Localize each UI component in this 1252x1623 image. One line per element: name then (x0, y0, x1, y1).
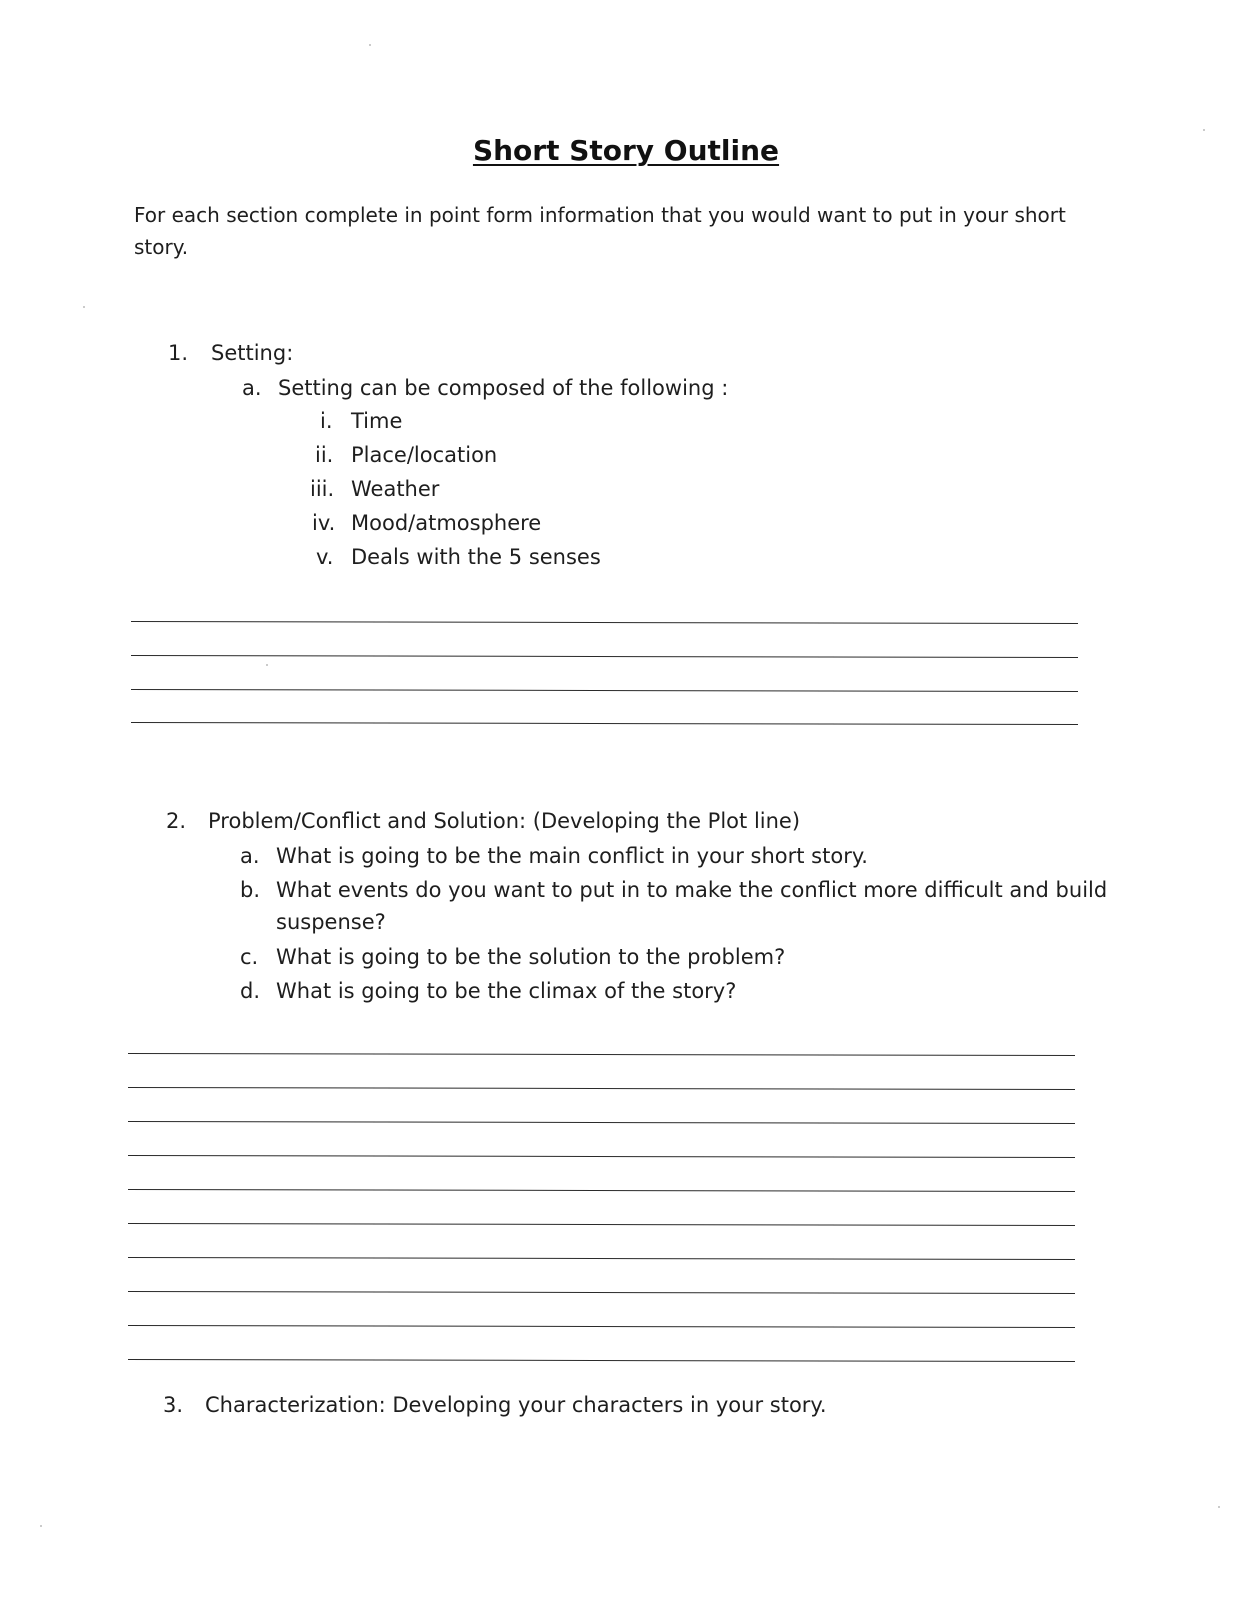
answer-line[interactable] (131, 621, 1078, 624)
roman-item: Deals with the 5 senses (351, 545, 601, 569)
section-number: 3. (163, 1393, 184, 1417)
scan-speck (266, 664, 268, 666)
scan-speck (40, 1525, 42, 1527)
answer-line[interactable] (128, 1189, 1075, 1192)
sub-item-marker: c. (240, 945, 259, 969)
scan-speck (1203, 129, 1205, 131)
sub-item-text: What is going to be the main conflict in your short story. (276, 844, 868, 868)
section-heading: Problem/Conflict and Solution: (Developing the Plot line) (208, 809, 801, 833)
answer-line[interactable] (128, 1291, 1075, 1294)
roman-marker: iii. (310, 477, 335, 501)
answer-line[interactable] (131, 722, 1078, 725)
sub-item-text: What is going to be the climax of the story? (276, 979, 737, 1003)
answer-line[interactable] (128, 1223, 1075, 1226)
roman-marker: iv. (312, 511, 336, 535)
answer-line[interactable] (128, 1325, 1075, 1328)
answer-line[interactable] (131, 689, 1078, 692)
roman-marker: v. (316, 545, 334, 569)
answer-line[interactable] (128, 1257, 1075, 1260)
answer-line[interactable] (131, 655, 1078, 658)
answer-line[interactable] (128, 1359, 1075, 1362)
section-heading: Characterization: Developing your characters in your story. (205, 1393, 827, 1417)
answer-line[interactable] (128, 1121, 1075, 1124)
roman-item: Mood/atmosphere (351, 511, 542, 535)
answer-line[interactable] (128, 1053, 1075, 1056)
sub-item-text-cont: suspense? (276, 910, 386, 934)
sub-item-text: What events do you want to put in to make the conflict more difficult and build (276, 878, 1108, 902)
roman-marker: i. (320, 409, 333, 433)
roman-item: Time (351, 409, 403, 433)
intro-line-1: For each section complete in point form information that you would want to put in your short (134, 203, 1066, 227)
sub-item-marker: a. (242, 376, 262, 400)
sub-item-marker: a. (240, 844, 260, 868)
intro-line-2: story. (134, 235, 189, 259)
scan-speck (83, 306, 85, 308)
sub-item-marker: b. (240, 878, 261, 902)
sub-item-text: What is going to be the solution to the problem? (276, 945, 786, 969)
sub-item-marker: d. (240, 979, 261, 1003)
roman-marker: ii. (315, 443, 334, 467)
section-number: 1. (168, 341, 189, 365)
scan-speck (369, 44, 371, 46)
sub-item-text: Setting can be composed of the following : (278, 376, 729, 400)
answer-line[interactable] (128, 1087, 1075, 1090)
page-title: Short Story Outline (472, 134, 780, 167)
roman-item: Place/location (351, 443, 498, 467)
section-heading: Setting: (211, 341, 294, 365)
roman-item: Weather (351, 477, 440, 501)
section-number: 2. (166, 809, 187, 833)
answer-line[interactable] (128, 1155, 1075, 1158)
scan-speck (1218, 1506, 1220, 1508)
